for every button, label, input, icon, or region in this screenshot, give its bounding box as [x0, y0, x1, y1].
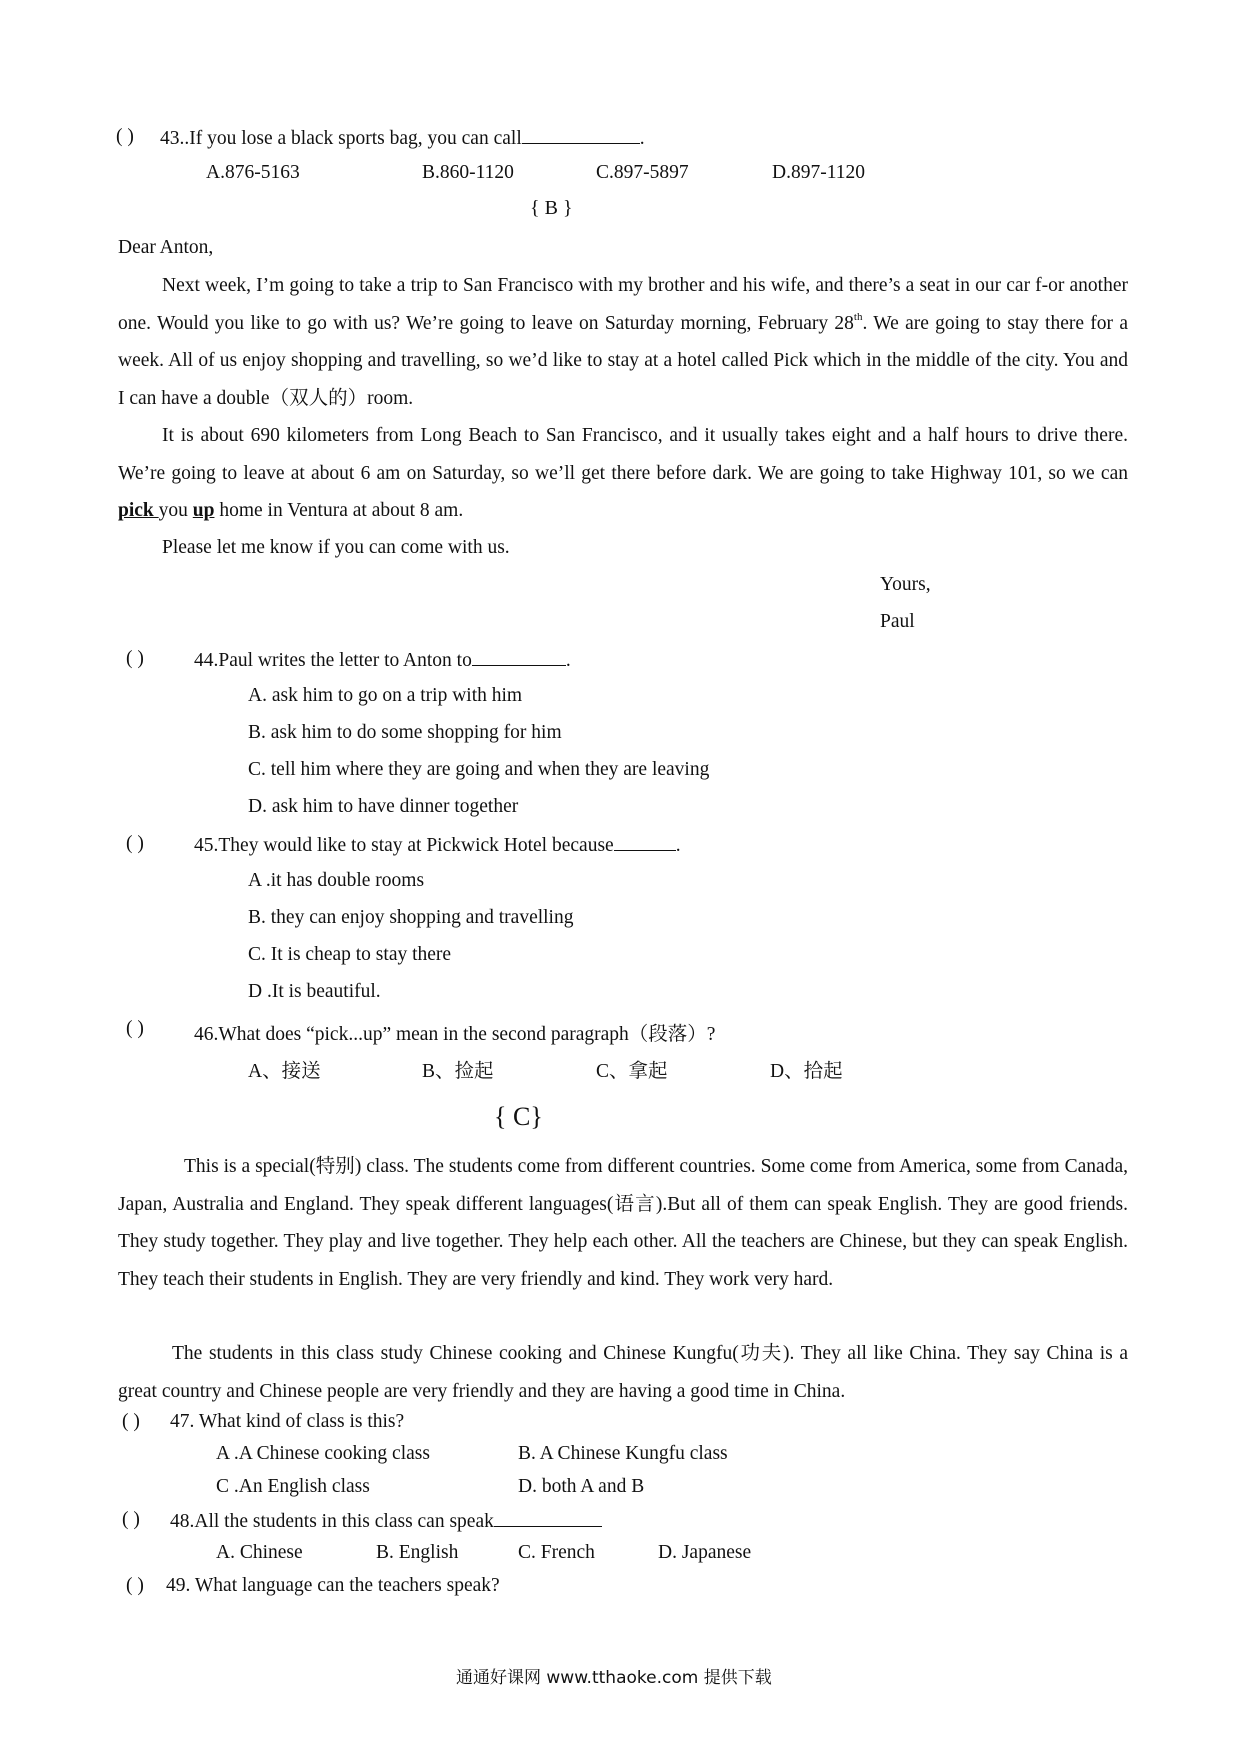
passage-c-paragraph-1: This is a special(特别) class. The students come from different countries. Some come from America, some from Canada, Japan, Australia and England. They speak different languages(语言).But all of them can speak English. They are good friends. They study together. They play and live together. They help each other. All the teachers are Chinese, but they can speak English. They teach their students in English. They are very friendly and kind. They work very hard.: [118, 1156, 1128, 1290]
letter-paragraph-3: Please let me know if you can come with us.: [162, 537, 510, 558]
q46-stem: 46.What does “pick...up” mean in the second paragraph（段落）?: [194, 1024, 716, 1045]
q45-option-a: A .it has double rooms: [248, 870, 425, 891]
q48-paren: ( ): [122, 1509, 140, 1530]
q43-option-c: C.897-5897: [596, 162, 689, 183]
q45-paren: ( ): [126, 833, 144, 854]
q44-option-c: C. tell him where they are going and when they are leaving: [248, 759, 710, 780]
q44-option-b: B. ask him to do some shopping for him: [248, 722, 562, 743]
q47-option-d: D. both A and B: [518, 1476, 645, 1497]
q44-tail: .: [565, 650, 571, 671]
letter-p2-you: you: [158, 500, 193, 521]
q46-paren: ( ): [126, 1018, 144, 1039]
q48-answer-blank: [494, 1509, 602, 1527]
q47-option-b: B. A Chinese Kungfu class: [518, 1443, 728, 1464]
q45-stem: [194, 833, 681, 857]
letter-paragraph-1: [118, 267, 1128, 417]
q45-option-c: C. It is cheap to stay there: [248, 944, 452, 965]
q47-paren: ( ): [122, 1411, 140, 1432]
q46-option-b: B、捡起: [422, 1061, 494, 1082]
letter-p2-up: up: [192, 500, 215, 521]
q47-option-c: C .An English class: [216, 1476, 370, 1497]
q48-text: 48.All the students in this class can speak: [170, 1511, 494, 1532]
q46-option-c: C、拿起: [596, 1061, 668, 1082]
q44-paren: ( ): [126, 648, 144, 669]
letter-p1-text-a: Next week, I’m going to take a trip to San Francisco with my brother and his wife, and there’s a seat in our car f-or another one. Would you like to go with us? We’re going to leave on Saturday morning, February 28: [118, 275, 1128, 334]
letter-greeting: Dear Anton,: [118, 237, 214, 258]
q43-number: 43.: [160, 128, 185, 149]
q48-option-a: A. Chinese: [216, 1542, 303, 1563]
q44-option-d: D. ask him to have dinner together: [248, 796, 519, 817]
q45-option-d: D .It is beautiful.: [248, 981, 381, 1002]
letter-p2-pick: pick: [118, 500, 159, 521]
footer-text: 通通好课网 www.tthaoke.com 提供下载: [456, 1668, 772, 1688]
q44-answer-blank: [472, 648, 566, 666]
q43-option-b: B.860-1120: [422, 162, 514, 183]
q43-answer-blank: [522, 126, 640, 144]
q46-option-d: D、拾起: [770, 1061, 843, 1082]
section-b-heading: { B }: [530, 197, 573, 219]
q44-option-a: A. ask him to go on a trip with him: [248, 685, 523, 706]
q48-option-c: C. French: [518, 1542, 595, 1563]
q43-text: .If you lose a black sports bag, you can call: [184, 128, 522, 149]
q43-tail: .: [639, 128, 645, 149]
q43-stem: [160, 126, 645, 150]
q48-stem: [170, 1509, 602, 1533]
q44-stem: [194, 648, 571, 672]
q43-option-a: A.876-5163: [206, 162, 300, 183]
letter-p2-text-b: home in Ventura at about 8 am.: [214, 500, 464, 521]
q48-option-b: B. English: [376, 1542, 459, 1563]
letter-p1-superscript: th: [853, 310, 863, 323]
q45-option-b: B. they can enjoy shopping and travelling: [248, 907, 574, 928]
q44-text: 44.Paul writes the letter to Anton to: [194, 650, 472, 671]
passage-c-paragraph-2: The students in this class study Chinese cooking and Chinese Kungfu(功夫). They all like China. They say China is a great country and Chinese people are very friendly and they are having a good time in China.: [118, 1343, 1128, 1402]
q43-option-d: D.897-1120: [772, 162, 865, 183]
q46-option-a: A、接送: [248, 1061, 321, 1082]
q49-paren: ( ): [126, 1575, 144, 1596]
letter-signature: Paul: [880, 611, 915, 632]
q48-option-d: D. Japanese: [658, 1542, 752, 1563]
q43-paren: ( ): [116, 126, 134, 147]
section-c-heading: { C}: [494, 1102, 543, 1131]
q45-answer-blank: [614, 833, 676, 851]
q45-tail: .: [675, 835, 681, 856]
letter-p2-text-a: It is about 690 kilometers from Long Beach to San Francisco, and it usually takes eight and a half hours to drive there. We’re going to leave at about 6 am on Saturday, so we’ll get there before dark. We are going to take Highway 101, so we can: [118, 425, 1128, 484]
q49-stem: 49. What language can the teachers speak?: [166, 1575, 500, 1596]
letter-paragraph-2: [118, 417, 1128, 530]
letter-closing: Yours,: [880, 574, 931, 595]
q45-text: 45.They would like to stay at Pickwick Hotel because: [194, 835, 614, 856]
letter-p1-text-b: . We are going to stay there for a week. All of us enjoy shopping and travelling, so we’d like to stay at a hotel called Pick which in the middle of the city. You and I can have a double（双人的）room.: [118, 312, 1128, 409]
q47-stem: 47. What kind of class is this?: [170, 1411, 405, 1432]
q47-option-a: A .A Chinese cooking class: [216, 1443, 430, 1464]
